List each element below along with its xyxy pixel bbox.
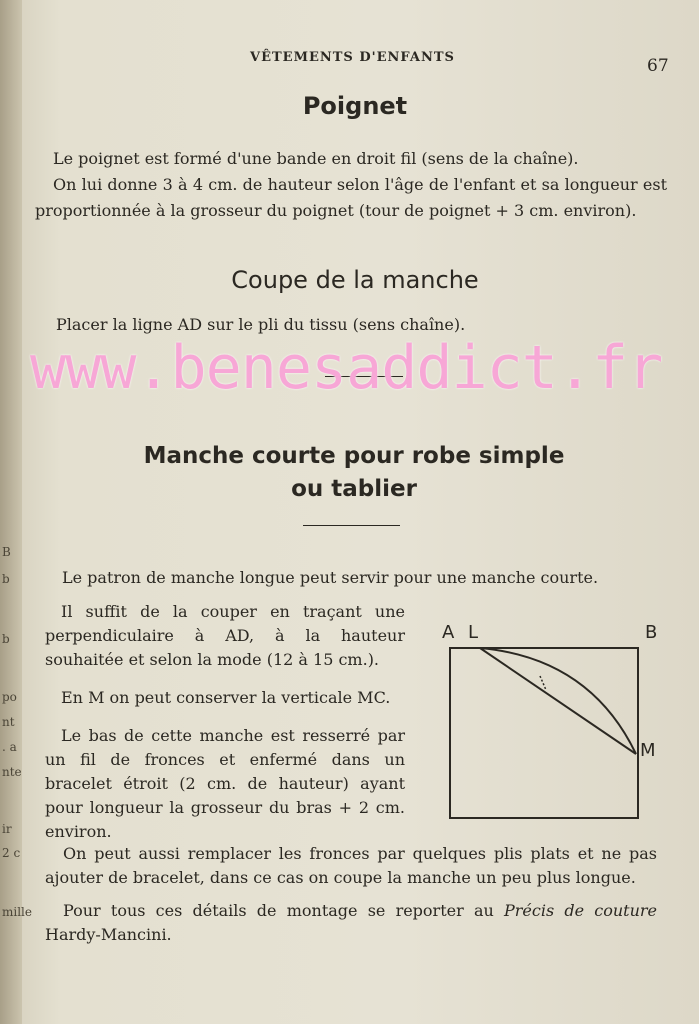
gutter-mark: b xyxy=(2,572,10,586)
manche-paragraph-3: Le bas de cette manche est resserré par un fil de fronces et enfermé dans un bracelet étroit (2 cm. de hauteur) ayant pour longueur la grosseur du bras + 2 cm. environ. xyxy=(45,726,405,841)
label-a: A xyxy=(442,622,455,643)
gutter-mark: 2 c xyxy=(2,846,21,860)
running-head: VÊTEMENTS D'ENFANTS xyxy=(250,50,455,65)
gutter-mark: mille xyxy=(2,905,32,919)
title-line-2: ou tablier xyxy=(291,476,417,502)
gutter-mark: . a xyxy=(2,740,17,754)
manche-paragraph-1: Il suffit de la couper en traçant une perpendiculaire à AD, à la hauteur souhaitée et selon la mode (12 à 15 cm.). xyxy=(45,602,405,669)
gutter-mark: po xyxy=(2,690,17,704)
label-l: L xyxy=(468,622,479,643)
section-title-manche-courte xyxy=(80,440,628,506)
p5-before: Pour tous ces détails de montage se reporter au xyxy=(63,901,504,920)
poignet-paragraph-1: Le poignet est formé d'une bande en droit fil (sens de la chaîne). xyxy=(53,149,579,168)
poignet-text xyxy=(35,146,667,224)
gutter-mark: B xyxy=(2,545,11,559)
title-underline xyxy=(303,525,400,526)
pattern-rectangle xyxy=(450,648,638,818)
p5-after: Hardy-Mancini. xyxy=(45,925,172,944)
manche-bottom-text xyxy=(45,842,657,947)
manche-paragraph-4: On peut aussi remplacer les fronces par quelques plis plats et ne pas ajouter de bracelet, dans ce cas on coupe la manche un peu plus longue. xyxy=(45,844,657,887)
poignet-paragraph-2: On lui donne 3 à 4 cm. de hauteur selon l'âge de l'enfant et sa longueur est proportionnée à la grosseur du poignet (tour de poignet + 3 cm. environ). xyxy=(35,175,667,220)
manche-paragraph-5 xyxy=(45,899,657,947)
section-title-poignet: Poignet xyxy=(302,92,408,120)
gutter-mark: nte xyxy=(2,765,22,779)
page-number: 67 xyxy=(647,56,669,76)
gutter-mark: b xyxy=(2,632,10,646)
coupe-paragraph: Placer la ligne AD sur le pli du tissu (sens chaîne). xyxy=(56,315,466,334)
manche-paragraph-2: En M on peut conserver la verticale MC. xyxy=(61,688,391,707)
gutter-mark: ir xyxy=(2,822,12,836)
facing-page-edge xyxy=(0,0,32,1024)
dashed-mark xyxy=(540,676,546,690)
manche-left-column xyxy=(45,600,405,844)
title-line-1: Manche courte pour robe simple xyxy=(143,443,565,469)
book-title-reference: Précis de couture xyxy=(503,901,657,920)
label-m: M xyxy=(640,740,656,761)
manche-intro: Le patron de manche longue peut servir pour une manche courte. xyxy=(62,568,599,587)
section-title-coupe: Coupe de la manche xyxy=(231,266,479,294)
watermark: www.benesaddict.fr xyxy=(30,333,663,403)
diagonal-line xyxy=(480,648,636,754)
gutter-mark: nt xyxy=(2,715,15,729)
label-b: B xyxy=(645,622,658,643)
sleeve-pattern-diagram xyxy=(440,618,670,828)
